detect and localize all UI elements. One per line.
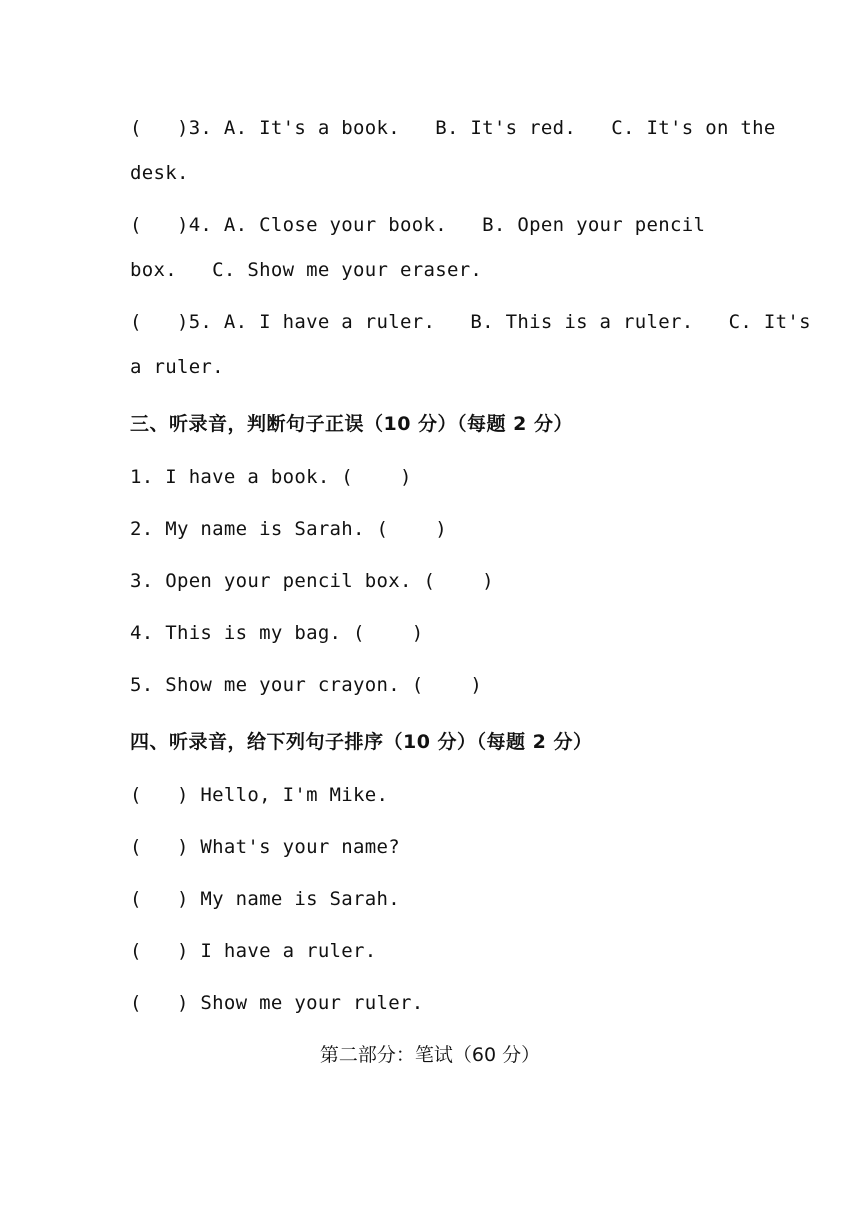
section-3-item-1: 1. I have a book. ( )	[130, 466, 412, 488]
question-5-line-2: a ruler.	[130, 356, 224, 378]
section-3-item-4: 4. This is my bag. ( )	[130, 622, 424, 644]
section-4-item-3: ( ) My name is Sarah.	[130, 888, 400, 910]
question-3-line-1: ( )3. A. It's a book. B. It's red. C. It's on the	[130, 117, 776, 139]
section-4-heading: 四、听录音，给下列句子排序（10 分）（每题 2 分）	[130, 731, 593, 753]
section-4-item-1: ( ) Hello, I'm Mike.	[130, 784, 389, 806]
question-5-line-1: ( )5. A. I have a ruler. B. This is a ruler. C. It's	[130, 311, 811, 333]
section-4-item-5: ( ) Show me your ruler.	[130, 992, 424, 1014]
section-3-item-5: 5. Show me your crayon. ( )	[130, 674, 483, 696]
section-3-item-2: 2. My name is Sarah. ( )	[130, 518, 447, 540]
part-2-title: 第二部分：笔试（60 分）	[319, 1044, 541, 1066]
question-4-line-1: ( )4. A. Close your book. B. Open your pencil	[130, 214, 706, 236]
section-3-heading: 三、听录音，判断句子正误（10 分）（每题 2 分）	[130, 413, 574, 435]
question-3-line-2: desk.	[130, 162, 189, 184]
section-4-item-4: ( ) I have a ruler.	[130, 940, 377, 962]
question-4-line-2: box. C. Show me your eraser.	[130, 259, 483, 281]
section-3-item-3: 3. Open your pencil box. ( )	[130, 570, 494, 592]
section-4-item-2: ( ) What's your name?	[130, 836, 400, 858]
